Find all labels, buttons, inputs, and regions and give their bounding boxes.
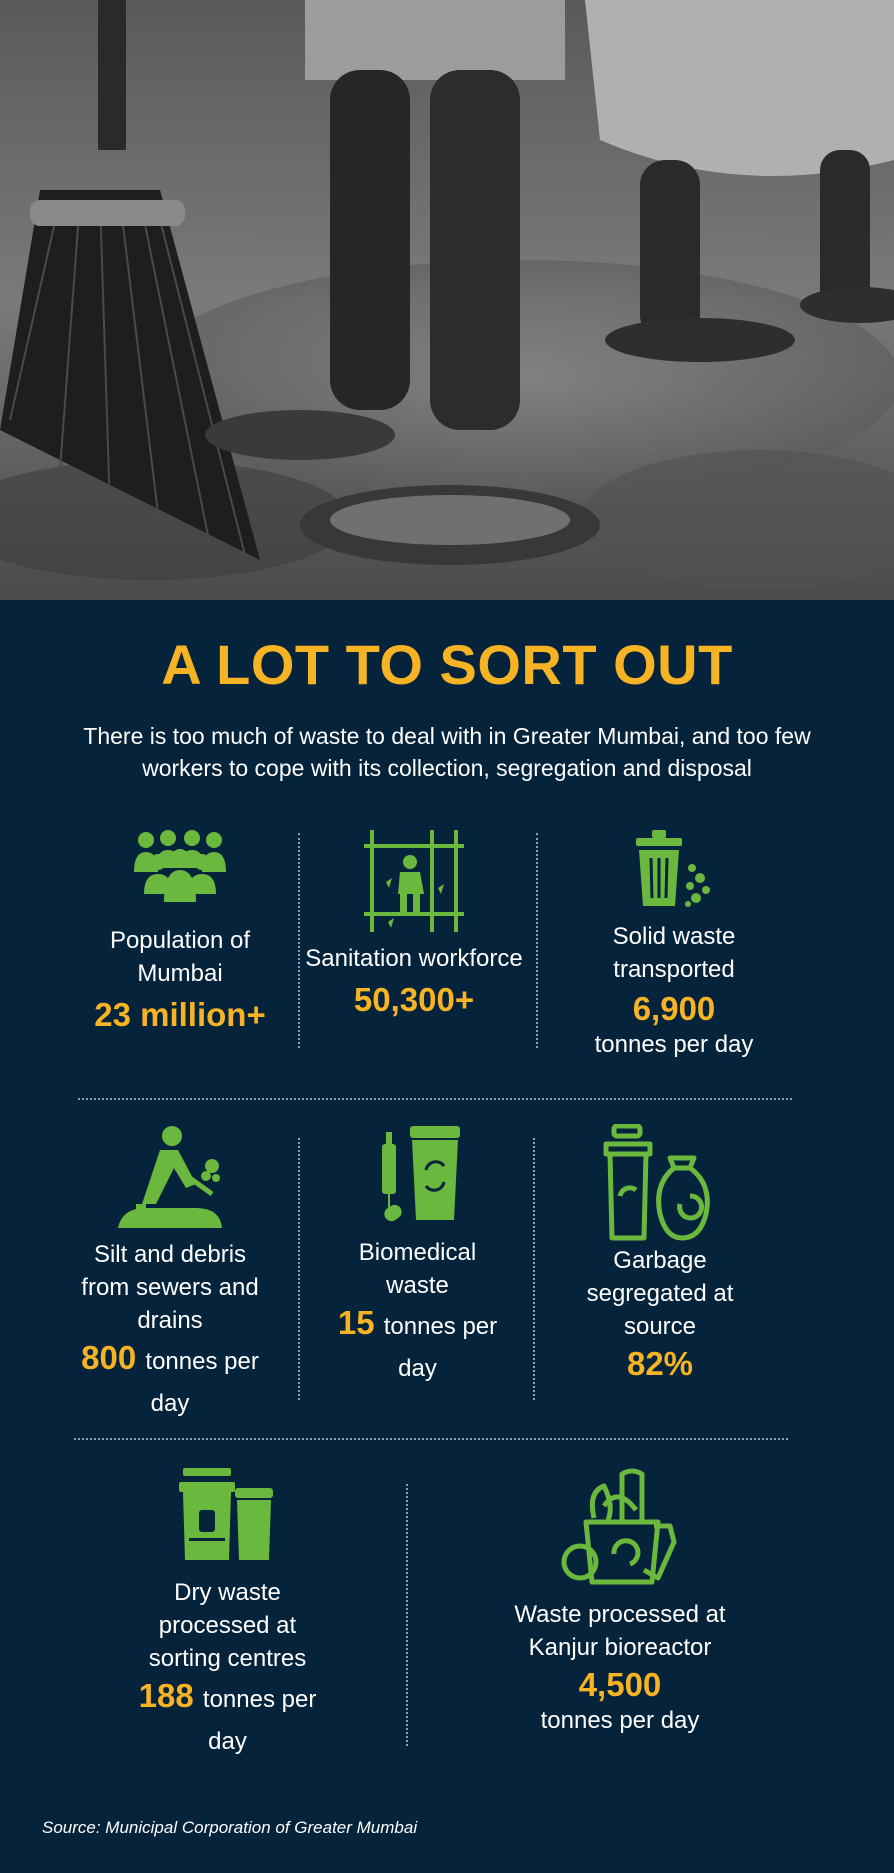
stat-value: 23 million+ <box>94 996 266 1033</box>
shoveling-worker-icon <box>116 1124 224 1228</box>
stat-value-line <box>70 1339 270 1423</box>
stat-biomedical <box>325 1124 510 1388</box>
stat-value: 800 <box>81 1339 137 1376</box>
stat-label: Sanitation workforce <box>305 945 523 972</box>
trash-bin-icon <box>632 828 716 910</box>
stat-segregated <box>560 1124 760 1383</box>
divider <box>406 1484 408 1746</box>
stat-value: 50,300+ <box>353 981 475 1018</box>
row-divider <box>74 1438 788 1440</box>
divider <box>536 833 538 1048</box>
stat-unit: tonnes per day <box>145 1348 259 1417</box>
stat-unit: tonnes per day <box>594 1031 754 1058</box>
stat-sanitation-workforce <box>305 828 523 1019</box>
stat-unit: tonnes per day <box>202 1686 317 1755</box>
stat-solid-waste <box>560 828 788 1061</box>
sanitation-worker-icon <box>362 828 466 934</box>
stat-value: 15 <box>337 1304 375 1341</box>
stat-label: Dry waste processed at sorting centres <box>148 1579 307 1672</box>
stat-value: 82% <box>626 1345 694 1382</box>
page-subtitle: There is too much of waste to deal with in Greater Mumbai, and too few workers to cope with its collection, segregation and disposal <box>83 723 811 781</box>
stat-label: Population of Mumbai <box>109 927 251 987</box>
stat-value: 6,900 <box>632 990 716 1027</box>
stat-label: Garbage segregated at source <box>586 1247 734 1340</box>
syringe-bin-icon <box>370 1124 466 1224</box>
stat-kanjur-bioreactor <box>485 1466 755 1737</box>
source-note: Source: Municipal Corporation of Greater Mumbai <box>42 1818 418 1837</box>
divider <box>533 1138 535 1400</box>
stat-silt-debris <box>70 1124 270 1423</box>
page-title: A LOT TO SORT OUT <box>161 633 733 696</box>
divider <box>298 1138 300 1400</box>
stat-population <box>70 828 290 1034</box>
stat-unit: tonnes per day <box>540 1707 700 1734</box>
stat-value-line <box>120 1677 335 1761</box>
stat-label: Biomedical waste <box>358 1239 477 1299</box>
stat-value: 4,500 <box>578 1666 662 1703</box>
row-divider <box>78 1098 792 1100</box>
crowd-icon <box>130 828 230 902</box>
stat-value: 188 <box>138 1677 194 1714</box>
stat-unit: tonnes per day <box>383 1313 498 1382</box>
dry-waste-bins-icon <box>177 1466 279 1562</box>
stat-dry-waste <box>120 1466 335 1761</box>
stat-label: Silt and debris from sewers and drains <box>81 1241 259 1334</box>
recycle-bins-icon <box>600 1124 720 1242</box>
header-photo <box>0 0 894 600</box>
stat-value-line <box>325 1304 510 1388</box>
stat-label: Waste processed at Kanjur bioreactor <box>514 1601 726 1661</box>
divider <box>298 833 300 1048</box>
stat-label: Solid waste transported <box>612 923 736 983</box>
compost-bin-icon <box>558 1466 682 1586</box>
